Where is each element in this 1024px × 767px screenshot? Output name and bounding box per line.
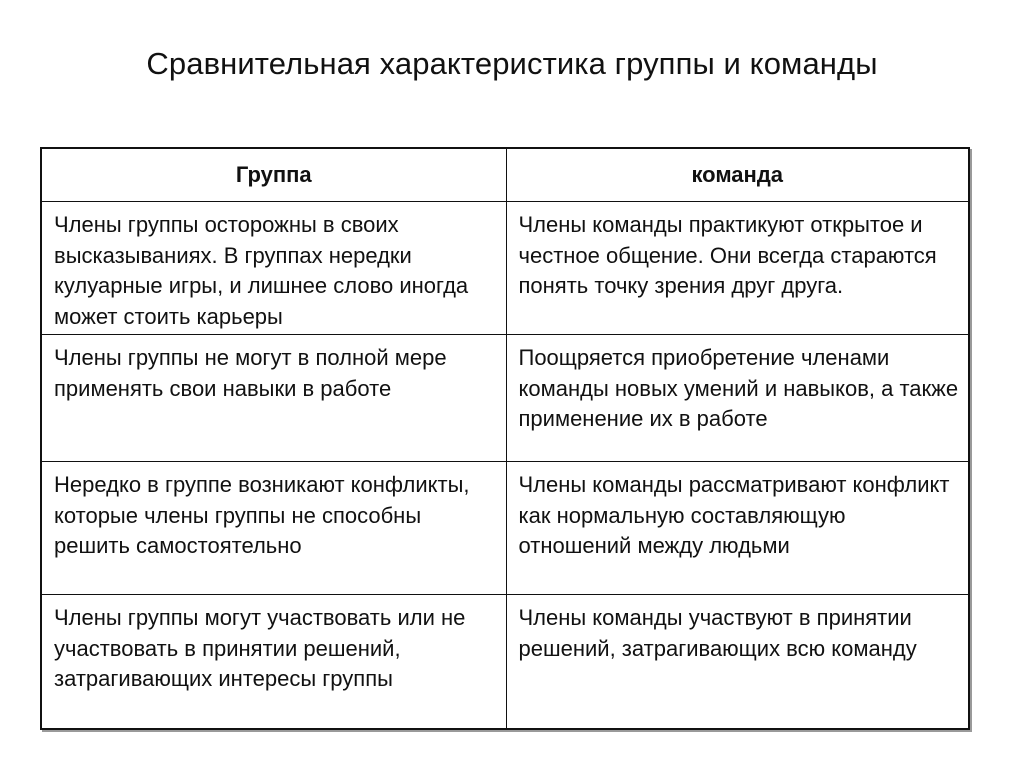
cell-team: Члены команды участвуют в принятии решений, затрагивающих всю команду [506,595,968,729]
table-header-row [42,149,968,202]
table-row [42,202,968,335]
cell-team: Поощряется приобретение членами команды новых умений и навыков, а также применение их в работе [506,335,968,462]
cell-group: Члены группы не могут в полной мере применять свои навыки в работе [42,335,506,462]
slide-title: Сравнительная характеристика группы и команды [146,46,878,81]
comparison-table [42,149,968,728]
cell-team: Члены команды рассматривают конфликт как нормальную составляющую отношений между людьми [506,462,968,595]
table-row [42,462,968,595]
header-team-label: команда [691,162,784,187]
cell-team: Члены команды практикуют открытое и честное общение. Они всегда стараются понять точку зрения друг друга. [506,202,968,335]
header-team [506,149,968,202]
header-group [42,149,506,202]
table-row [42,335,968,462]
cell-group: Нередко в группе возникают конфликты, которые члены группы не способны решить самостоятельно [42,462,506,595]
comparison-table-frame [40,147,970,730]
table-row [42,595,968,729]
cell-group: Члены группы осторожны в своих высказываниях. В группах нередки кулуарные игры, и лишнее слово иногда может стоить карьеры [42,202,506,335]
cell-group: Члены группы могут участвовать или не участвовать в принятии решений, затрагивающих интересы группы [42,595,506,729]
header-group-label: Группа [235,162,312,187]
